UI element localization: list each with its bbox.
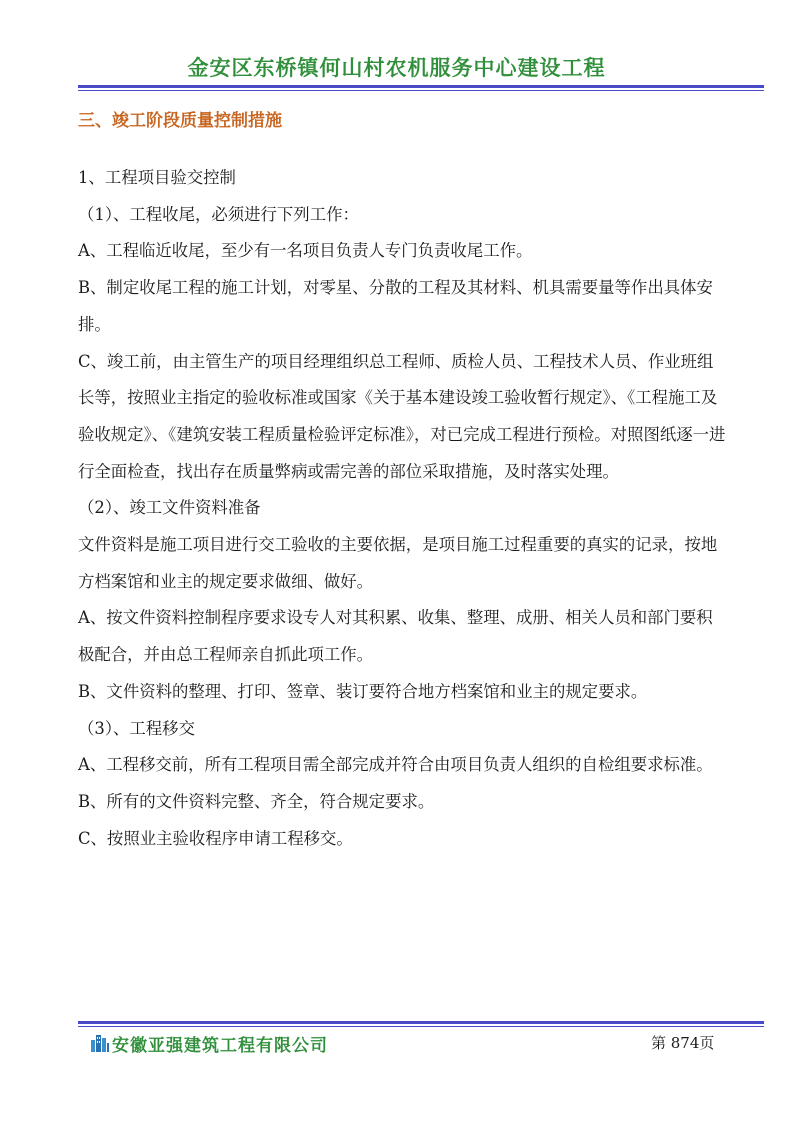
- paragraph: C、竣工前，由主管生产的项目经理组织总工程师、质检人员、工程技术人员、作业班组长等，按照业主指定的验收标准或国家《关于基本建设竣工验收暂行规定》、《工程施工及验收规定》、《建筑安装工程质量检验评定标准》，对已完成工程进行预检。对照图纸逐一进行全面检查，找出存在质量弊病或需完善的部位采取措施，及时落实处理。: [78, 351, 726, 481]
- paragraph: C、按照业主验收程序申请工程移交。: [78, 828, 353, 848]
- paragraph: B、制定收尾工程的施工计划，对零星、分散的工程及其材料、机具需要量等作出具体安排。: [78, 278, 713, 334]
- paragraph: B、所有的文件资料完整、齐全，符合规定要求。: [78, 791, 435, 811]
- paragraph: A、工程移交前，所有工程项目需全部完成并符合由项目负责人组织的自检组要求标准。: [78, 755, 713, 775]
- paragraph: A、按文件资料控制程序要求设专人对其积累、收集、整理、成册、相关人员和部门要积极配合，并由总工程师亲自抓此项工作。: [78, 608, 713, 665]
- paragraph: A、工程临近收尾，至少有一名项目负责人专门负责收尾工作。: [78, 241, 533, 261]
- document-body: [78, 160, 726, 857]
- footer-rule-thin: [78, 1026, 764, 1027]
- header-rule-thick: [78, 85, 764, 88]
- page-number: 第 874页: [651, 1034, 715, 1052]
- document-header-title: 金安区东桥镇何山村农机服务中心建设工程: [187, 56, 606, 80]
- footer-company-name: 安徽亚强建筑工程有限公司: [112, 1036, 328, 1056]
- header-rule-thin: [78, 90, 764, 91]
- paragraph: 文件资料是施工项目进行交工验收的主要依据，是项目施工过程重要的真实的记录，按地方档案馆和业主的规定要求做细、做好。: [78, 535, 718, 591]
- section-heading: 三、竣工阶段质量控制措施: [78, 111, 282, 131]
- paragraph: 1、工程项目验交控制: [78, 168, 236, 187]
- paragraph: （1）、工程收尾，必须进行下列工作：: [78, 204, 359, 224]
- building-logo-icon: [90, 1032, 110, 1052]
- paragraph: B、文件资料的整理、打印、签章、装订要符合地方档案馆和业主的规定要求。: [78, 681, 648, 701]
- footer-rule-thick: [78, 1021, 764, 1024]
- paragraph: （2）、竣工文件资料准备: [78, 498, 261, 518]
- paragraph: （3）、工程移交: [78, 718, 195, 738]
